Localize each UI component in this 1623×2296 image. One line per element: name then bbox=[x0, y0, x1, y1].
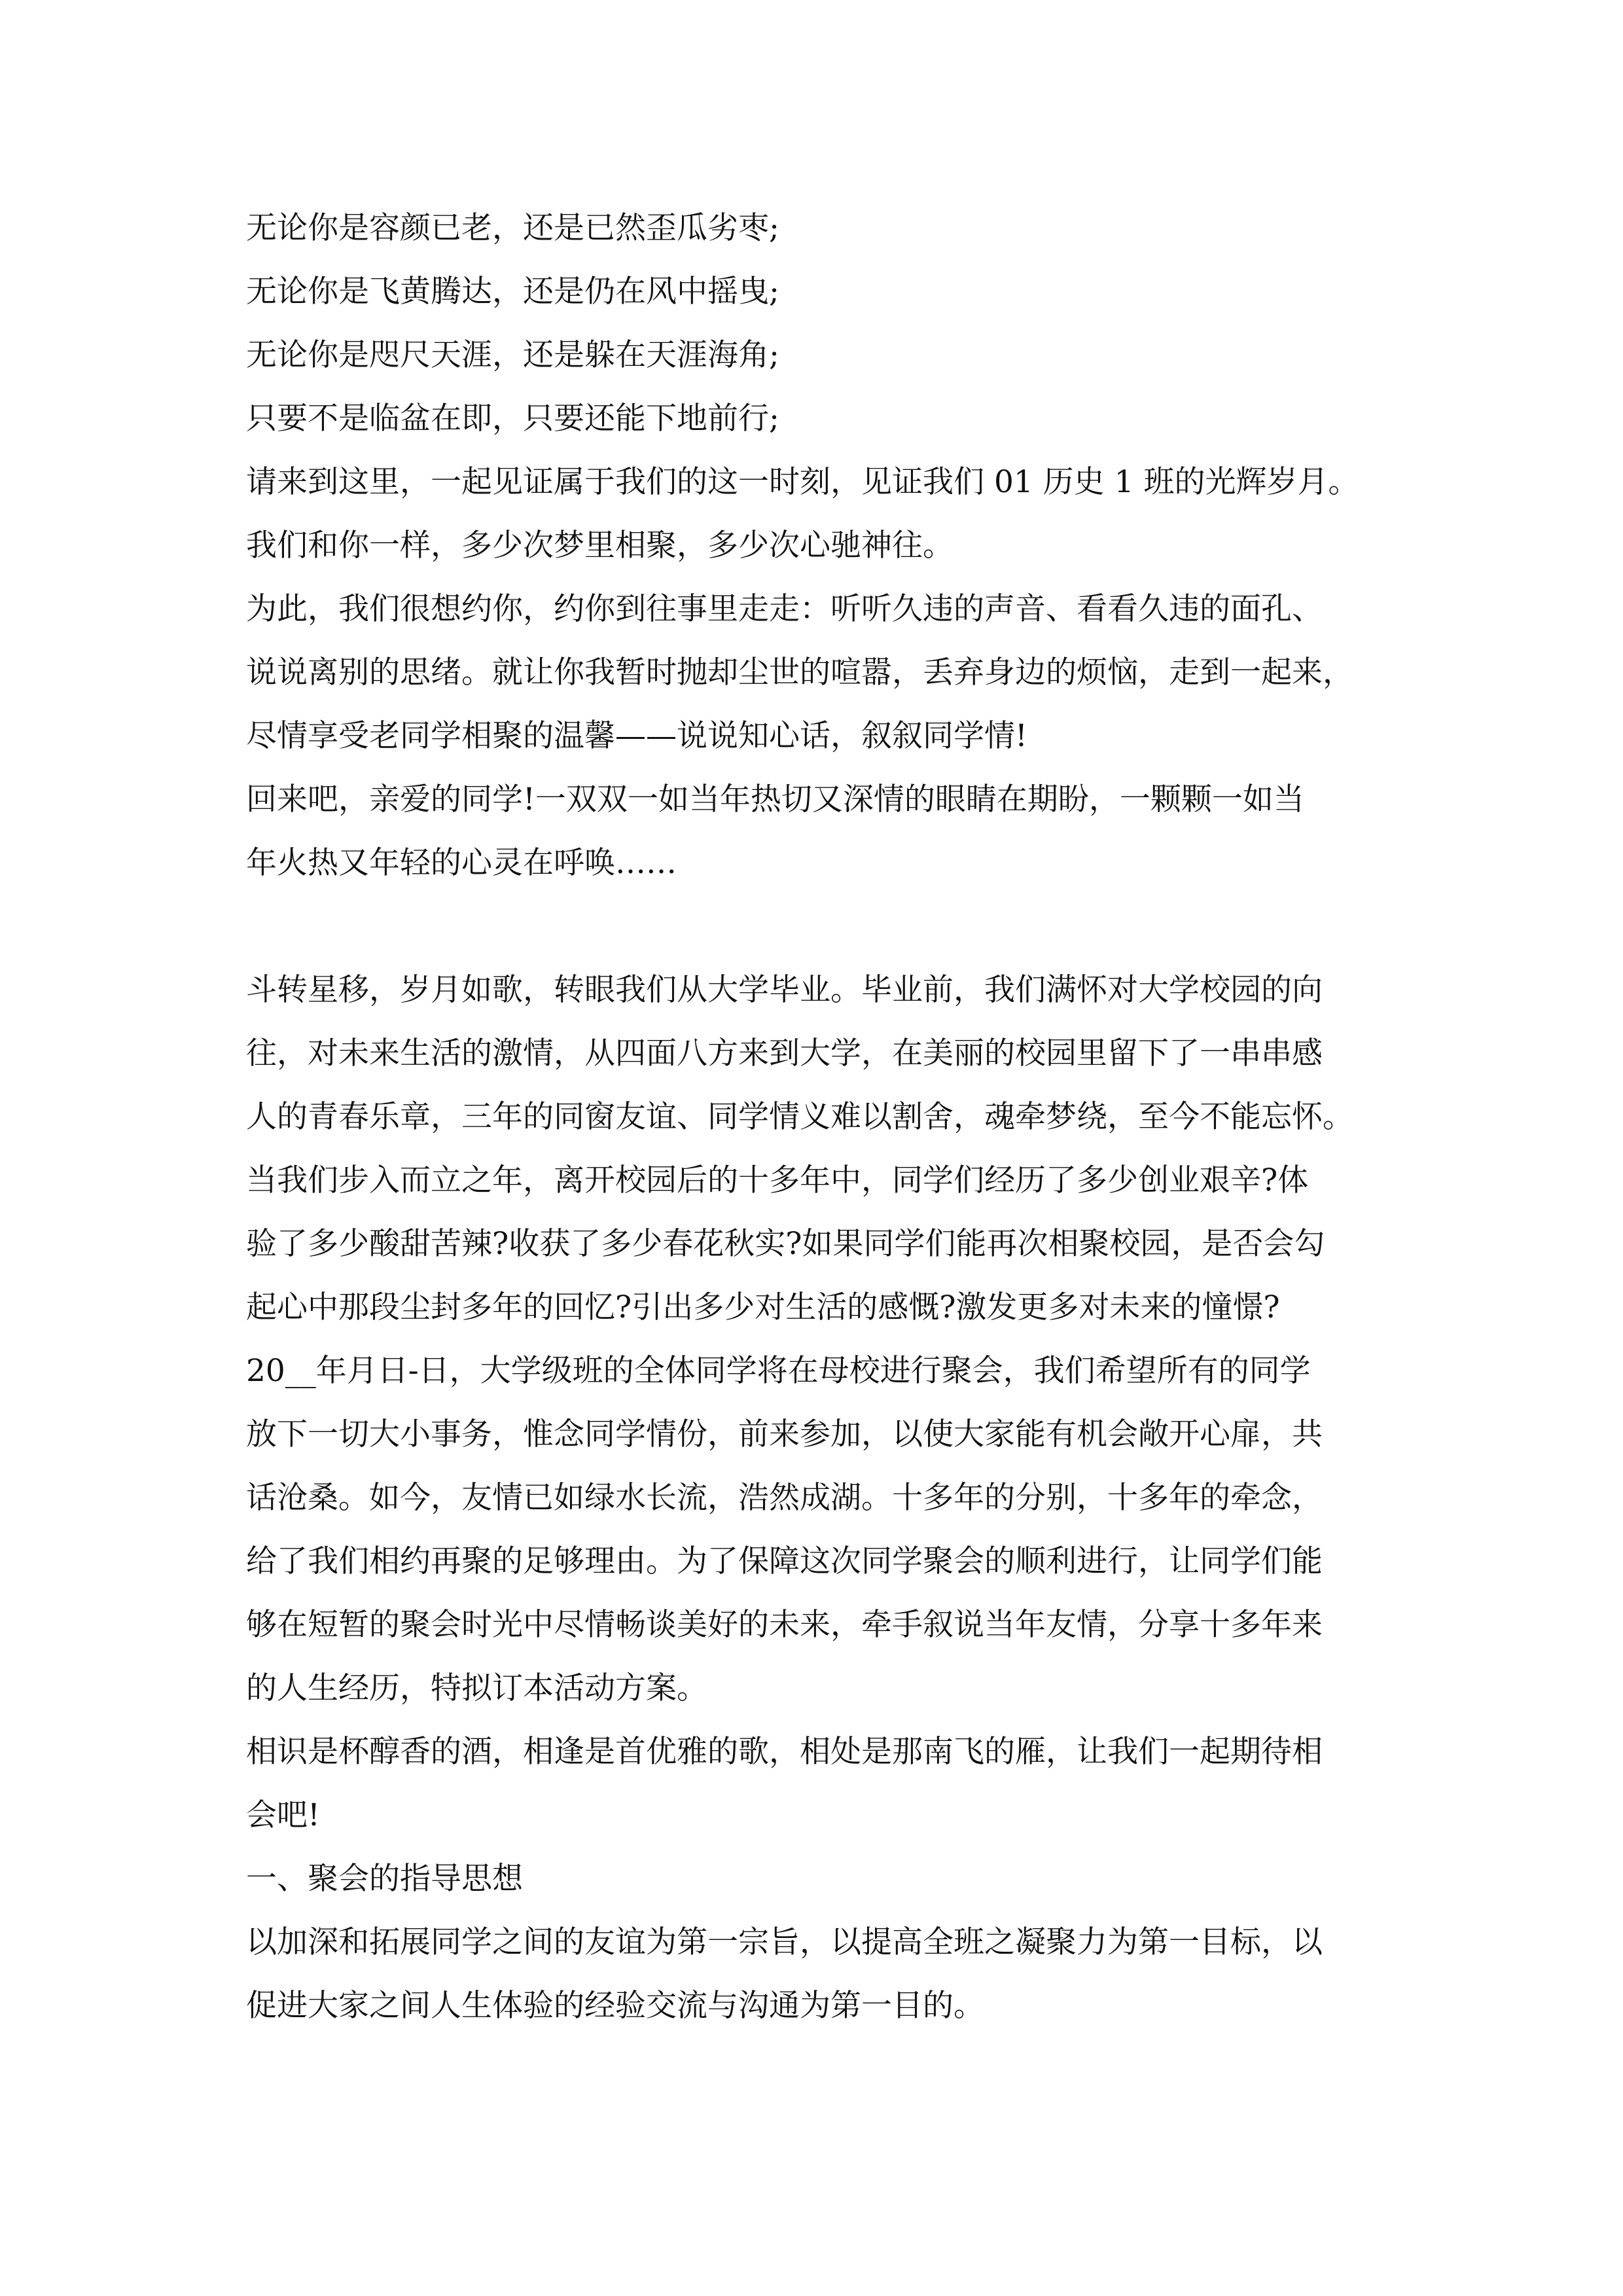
text-line: 回来吧，亲爱的同学!一双双一如当年热切又深情的眼睛在期盼，一颗颗一如当 bbox=[246, 781, 1304, 817]
text-line: 说说离别的思绪。就让你我暂时抛却尘世的喧嚣，丢弃身边的烦恼，走到一起来， bbox=[246, 655, 1353, 691]
text-line: 人的青春乐章，三年的同窗友谊、同学情义难以割舍，魂牵梦绕，至今不能忘怀。 bbox=[246, 1099, 1353, 1135]
text-line: 往，对未来生活的激情，从四面八方来到大学，在美丽的校园里留下了一串串感 bbox=[246, 1035, 1323, 1071]
text-line: 以加深和拓展同学之间的友谊为第一宗旨，以提高全班之凝聚力为第一目标，以 bbox=[246, 1924, 1323, 1960]
paragraph-spacer bbox=[246, 895, 1385, 958]
text-line: 给了我们相约再聚的足够理由。为了保障这次同学聚会的顺利进行，让同学们能 bbox=[246, 1543, 1323, 1579]
text-line: 无论你是咫尺天涯，还是躲在天涯海角; bbox=[246, 337, 779, 373]
text-line: 无论你是容颜已老，还是已然歪瓜劣枣; bbox=[246, 210, 779, 246]
text-line: 话沧桑。如今，友情已如绿水长流，浩然成湖。十多年的分别，十多年的牵念， bbox=[246, 1480, 1323, 1516]
text-line: 我们和你一样，多少次梦里相聚，多少次心驰神往。 bbox=[246, 528, 954, 564]
text-line: 尽情享受老同学相聚的温馨——说说知心话，叙叙同学情! bbox=[246, 718, 1027, 754]
text-line: 无论你是飞黄腾达，还是仍在风中摇曳; bbox=[246, 274, 779, 310]
text-line: 够在短暂的聚会时光中尽情畅谈美好的未来，牵手叙说当年友情，分享十多年来 bbox=[246, 1607, 1323, 1643]
text-line: 只要不是临盆在即，只要还能下地前行; bbox=[246, 401, 779, 437]
text-line: 请来到这里，一起见证属于我们的这一时刻，见证我们 01 历史 1 班的光辉岁月。 bbox=[246, 464, 1359, 500]
text-line: 促进大家之间人生体验的经验交流与沟通为第一目的。 bbox=[246, 1988, 984, 2024]
text-line: 放下一切大小事务，惟念同学情份，前来参加，以使大家能有机会敞开心扉，共 bbox=[246, 1416, 1323, 1452]
text-line: 20__年月日-日，大学级班的全体同学将在母校进行聚会，我们希望所有的同学 bbox=[246, 1353, 1311, 1389]
text-line: 相识是杯醇香的酒，相逢是首优雅的歌，相处是那南飞的雁，让我们一起期待相 bbox=[246, 1734, 1323, 1770]
document-body bbox=[246, 196, 1385, 2037]
text-line: 起心中那段尘封多年的回忆?引出多少对生活的感慨?激发更多对未来的憧憬? bbox=[246, 1289, 1280, 1325]
text-line: 为此，我们很想约你，约你到往事里走走：听听久违的声音、看看久违的面孔、 bbox=[246, 591, 1323, 627]
section-heading: 一、聚会的指导思想 bbox=[246, 1861, 523, 1897]
reunion-plan-text bbox=[246, 958, 1385, 2037]
text-line: 年火热又年轻的心灵在呼唤…… bbox=[246, 845, 677, 881]
text-line: 的人生经历，特拟订本活动方案。 bbox=[246, 1670, 707, 1706]
invitation-poem bbox=[246, 196, 1385, 895]
text-line: 验了多少酸甜苦辣?收获了多少春花秋实?如果同学们能再次相聚校园，是否会勾 bbox=[246, 1226, 1325, 1262]
text-line: 当我们步入而立之年，离开校园后的十多年中，同学们经历了多少创业艰辛?体 bbox=[246, 1162, 1309, 1198]
text-line: 会吧! bbox=[246, 1797, 320, 1833]
text-line: 斗转星移，岁月如歌，转眼我们从大学毕业。毕业前，我们满怀对大学校园的向 bbox=[246, 972, 1323, 1008]
